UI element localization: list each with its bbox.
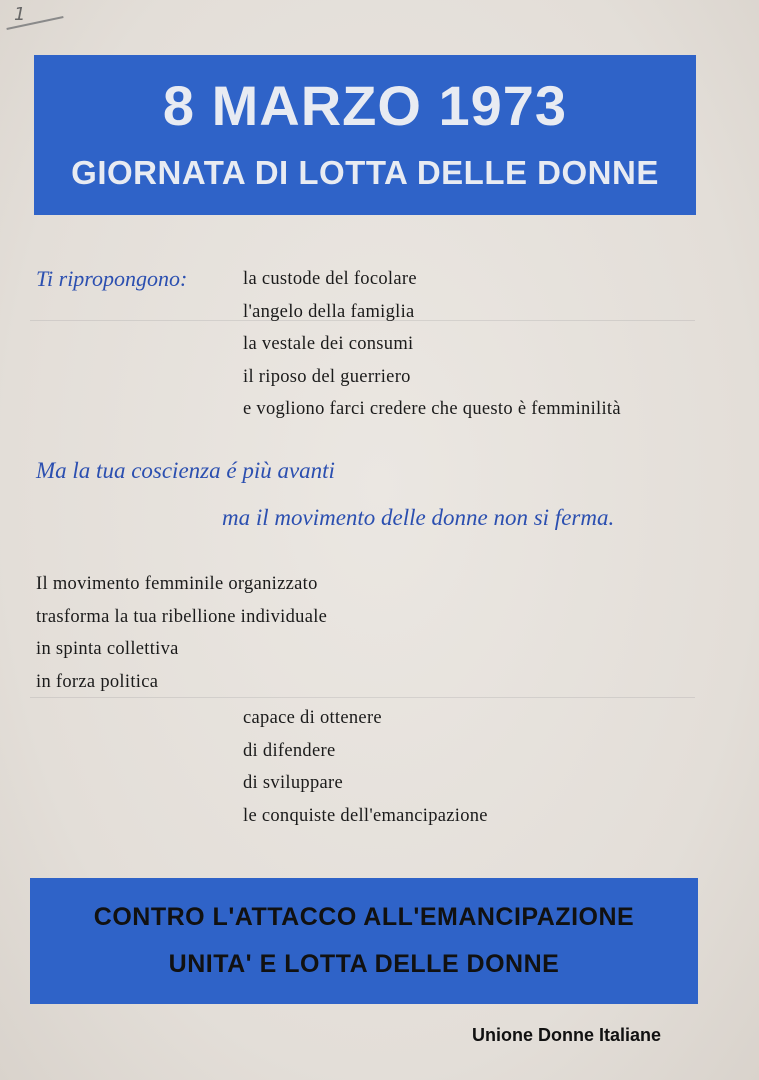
organized-line: in forza politica	[36, 671, 159, 692]
conscience-line: Ma la tua coscienza é più avanti	[36, 458, 335, 483]
capable-line: di difendere	[243, 740, 336, 761]
organized-paragraph	[36, 574, 327, 704]
poster-subtitle: GIORNATA DI LOTTA DELLE DONNE	[71, 153, 659, 191]
organized-line: Il movimento femminile organizzato	[36, 574, 318, 594]
page-number: 1	[14, 4, 26, 25]
capable-line: capace di ottenere	[243, 708, 382, 728]
footer-slogan-line2: UNITA' E LOTTA DELLE DONNE	[168, 950, 560, 978]
poster-title: 8 MARZO 1973	[162, 73, 568, 137]
organized-line: in spinta collettiva	[36, 639, 179, 659]
organization-signature: Unione Donne Italiane	[472, 1025, 662, 1045]
capable-paragraph	[243, 708, 488, 838]
intro-line: l'angelo della famiglia	[243, 301, 415, 322]
intro-lines	[243, 269, 621, 432]
header-banner	[34, 55, 696, 215]
movement-line: ma il movimento delle donne non si ferma.	[222, 505, 615, 530]
intro-line: e vogliono farci credere che questo è femminilità	[243, 399, 621, 419]
intro-line: il riposo del guerriero	[243, 366, 411, 387]
intro-line: la vestale dei consumi	[243, 334, 414, 354]
footer-slogan-line1: CONTRO L'ATTACCO ALL'EMANCIPAZIONE	[93, 903, 635, 931]
intro-line: la custode del focolare	[243, 269, 417, 289]
capable-line: di sviluppare	[243, 773, 343, 793]
organized-line: trasforma la tua ribellione individuale	[36, 606, 328, 627]
intro-lead: Ti ripropongono:	[36, 266, 188, 291]
footer-banner	[30, 878, 698, 1004]
capable-line: le conquiste dell'emancipazione	[243, 805, 488, 826]
